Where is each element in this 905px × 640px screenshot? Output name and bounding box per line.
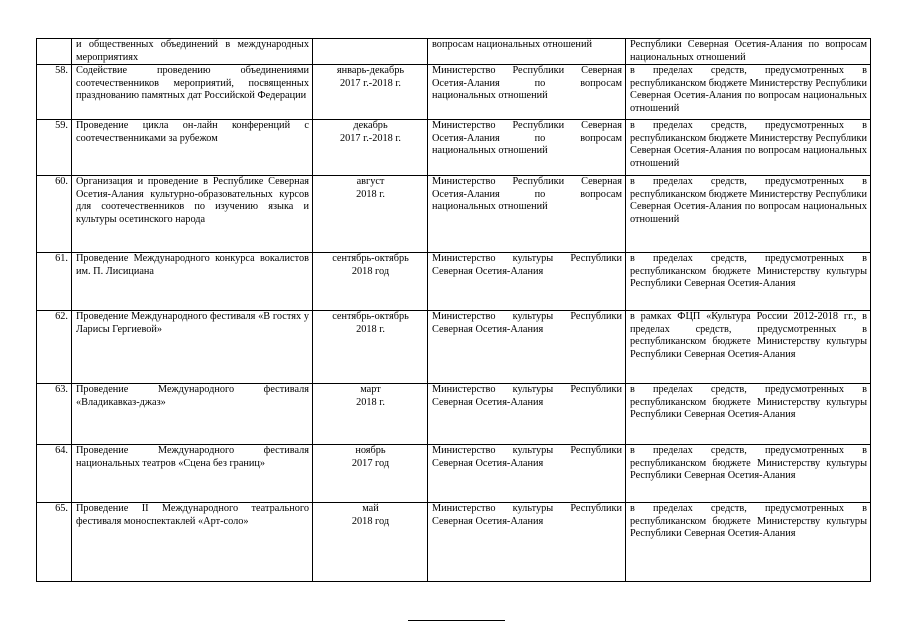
event-name: Проведение II Международного театрального фестиваля моноспектаклей «Арт-соло» bbox=[72, 503, 313, 582]
row-number: 64. bbox=[37, 445, 72, 503]
event-executor: вопросам национальных отношений bbox=[428, 39, 626, 65]
event-funding: Республики Северная Осетия-Алания по вопросам национальных отношений bbox=[626, 39, 871, 65]
table-row bbox=[37, 311, 871, 384]
event-name: Проведение Международного фестиваля национальных театров «Сцена без границ» bbox=[72, 445, 313, 503]
event-funding: в пределах средств, предусмотренных в республиканском бюджете Министерству Республики Северная Осетия-Алания по вопросам национальных отношений bbox=[626, 120, 871, 176]
row-number: 65. bbox=[37, 503, 72, 582]
event-executor: Министерство Республики Северная Осетия-Алания по вопросам национальных отношений bbox=[428, 65, 626, 120]
event-term: сентябрь-октябрь 2018 год bbox=[313, 253, 428, 311]
table-row bbox=[37, 503, 871, 582]
event-name: Содействие проведению объединениями соотечественников мероприятий, посвященных празднованию памятных дат Российской Федерации bbox=[72, 65, 313, 120]
table-row bbox=[37, 384, 871, 445]
event-funding: в пределах средств, предусмотренных в республиканском бюджете Министерству Республики Северная Осетия-Алания по вопросам национальных отношений bbox=[626, 176, 871, 253]
event-funding: в пределах средств, предусмотренных в республиканском бюджете Министерству культуры Республики Северная Осетия-Алания bbox=[626, 253, 871, 311]
event-name: и общественных объединений в международных мероприятиях bbox=[72, 39, 313, 65]
event-executor: Министерство Республики Северная Осетия-Алания по вопросам национальных отношений bbox=[428, 120, 626, 176]
row-number bbox=[37, 39, 72, 65]
table-row-continued bbox=[37, 39, 871, 65]
event-executor: Министерство культуры Республики Северная Осетия-Алания bbox=[428, 311, 626, 384]
event-name: Проведение цикла он-лайн конференций с соотечественниками за рубежом bbox=[72, 120, 313, 176]
event-executor: Министерство культуры Республики Северная Осетия-Алания bbox=[428, 503, 626, 582]
event-term: май 2018 год bbox=[313, 503, 428, 582]
event-name: Организация и проведение в Республике Северная Осетия-Алания культурно-образовательных курсов для соотечественников по изучению языка и культуры осетинского народа bbox=[72, 176, 313, 253]
event-term: ноябрь 2017 год bbox=[313, 445, 428, 503]
event-term bbox=[313, 39, 428, 65]
event-funding: в пределах средств, предусмотренных в республиканском бюджете Министерству культуры Республики Северная Осетия-Алания bbox=[626, 384, 871, 445]
event-funding: в рамках ФЦП «Культура России 2012-2018 гг., в пределах средств, предусмотренных в республиканском бюджете Министерству культуры Республики Северная Осетия-Алания bbox=[626, 311, 871, 384]
event-name: Проведение Международного конкурса вокалистов им. П. Лисициана bbox=[72, 253, 313, 311]
event-term: январь-декабрь 2017 г.-2018 г. bbox=[313, 65, 428, 120]
row-number: 63. bbox=[37, 384, 72, 445]
footer-divider bbox=[408, 620, 505, 621]
event-name: Проведение Международного фестиваля «Владикавказ-джаз» bbox=[72, 384, 313, 445]
event-term: август 2018 г. bbox=[313, 176, 428, 253]
table-row bbox=[37, 253, 871, 311]
table-row bbox=[37, 120, 871, 176]
table-row bbox=[37, 445, 871, 503]
event-term: декабрь 2017 г.-2018 г. bbox=[313, 120, 428, 176]
event-term: март 2018 г. bbox=[313, 384, 428, 445]
row-number: 58. bbox=[37, 65, 72, 120]
event-executor: Министерство культуры Республики Северная Осетия-Алания bbox=[428, 384, 626, 445]
event-executor: Министерство Республики Северная Осетия-Алания по вопросам национальных отношений bbox=[428, 176, 626, 253]
event-funding: в пределах средств, предусмотренных в республиканском бюджете Министерству Республики Северная Осетия-Алания по вопросам национальных отношений bbox=[626, 65, 871, 120]
table-row bbox=[37, 176, 871, 253]
event-term: сентябрь-октябрь 2018 г. bbox=[313, 311, 428, 384]
event-executor: Министерство культуры Республики Северная Осетия-Алания bbox=[428, 445, 626, 503]
event-name: Проведение Международного фестиваля «В гостях у Ларисы Гергиевой» bbox=[72, 311, 313, 384]
events-plan-table bbox=[36, 38, 871, 582]
event-funding: в пределах средств, предусмотренных в республиканском бюджете Министерству культуры Республики Северная Осетия-Алания bbox=[626, 445, 871, 503]
table-row bbox=[37, 65, 871, 120]
row-number: 62. bbox=[37, 311, 72, 384]
row-number: 59. bbox=[37, 120, 72, 176]
event-executor: Министерство культуры Республики Северная Осетия-Алания bbox=[428, 253, 626, 311]
row-number: 60. bbox=[37, 176, 72, 253]
row-number: 61. bbox=[37, 253, 72, 311]
event-funding: в пределах средств, предусмотренных в республиканском бюджете Министерству культуры Республики Северная Осетия-Алания bbox=[626, 503, 871, 582]
